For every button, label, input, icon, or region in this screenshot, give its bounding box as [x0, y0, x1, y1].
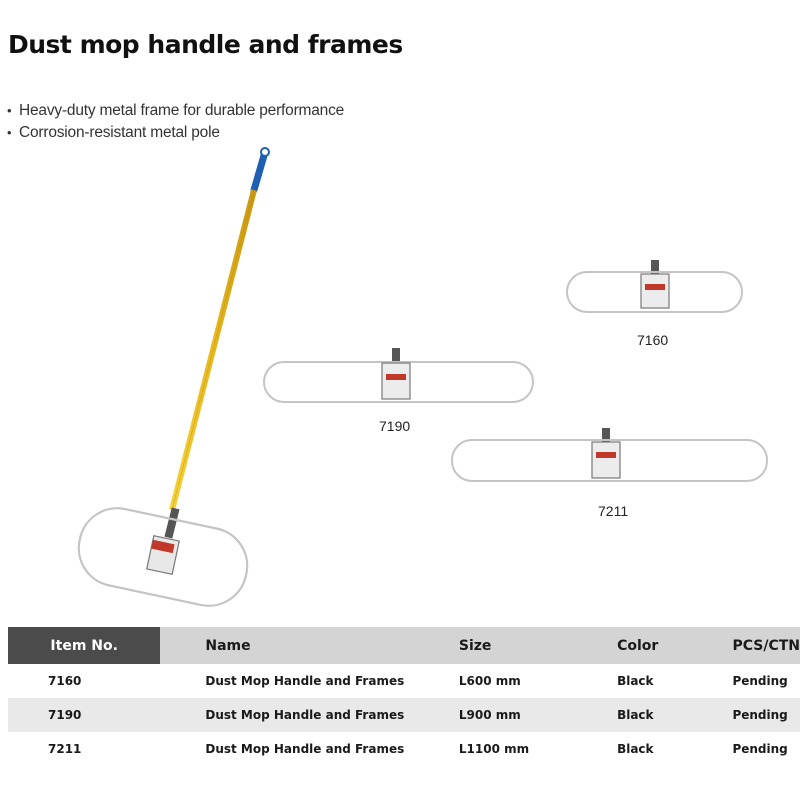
frame-clamp [645, 284, 665, 290]
cell-color: Black [617, 742, 654, 756]
cell-name: Dust Mop Handle and Frames [205, 742, 405, 756]
cell-name: Dust Mop Handle and Frames [205, 674, 405, 688]
cell-size: L900 mm [414, 698, 595, 732]
frame-7160-image [567, 215, 742, 312]
frame-7211-label: 7211 [598, 503, 629, 519]
hang-hole-icon [261, 148, 269, 156]
full-mop-image [72, 148, 269, 613]
frame-clamp [596, 452, 616, 458]
frame-7160-label: 7160 [637, 332, 669, 348]
cell-color: Black [595, 698, 732, 732]
cell-size: L1100 mm [458, 742, 530, 756]
cell-pcs-ctn: Pending [732, 698, 800, 732]
handle-grip [254, 152, 265, 190]
frame-7190-image [264, 305, 533, 402]
table-row [8, 698, 800, 732]
header-item-no: Item No. [8, 627, 160, 664]
table-row [8, 664, 800, 698]
cell-pcs-ctn: Pending [732, 742, 788, 756]
header-color: Color [595, 627, 732, 664]
feature-item: • Corrosion-resistant metal pole [7, 122, 344, 144]
cell-color: Black [617, 674, 654, 688]
page-title: Dust mop handle and frames [8, 30, 403, 59]
frame-7190-label: 7190 [379, 418, 411, 434]
header-size: Size [414, 627, 595, 664]
spec-table [8, 627, 800, 766]
cell-item-no: 7190 [8, 698, 160, 732]
feature-item: • Heavy-duty metal frame for durable performance [7, 100, 344, 122]
cell-size: L600 mm [458, 674, 521, 688]
cell-name: Dust Mop Handle and Frames [160, 698, 414, 732]
handle-joint [164, 507, 179, 538]
header-name: Name [160, 627, 414, 664]
table-header-row [8, 627, 800, 664]
cell-item-no: 7160 [48, 674, 82, 688]
table-row [8, 732, 800, 766]
cell-item-no: 7211 [48, 742, 82, 756]
frame-clamp [386, 374, 406, 380]
frame-7211-image [452, 385, 767, 481]
cell-pcs-ctn: Pending [732, 674, 788, 688]
header-pcs-ctn: PCS/CTN [732, 627, 800, 664]
